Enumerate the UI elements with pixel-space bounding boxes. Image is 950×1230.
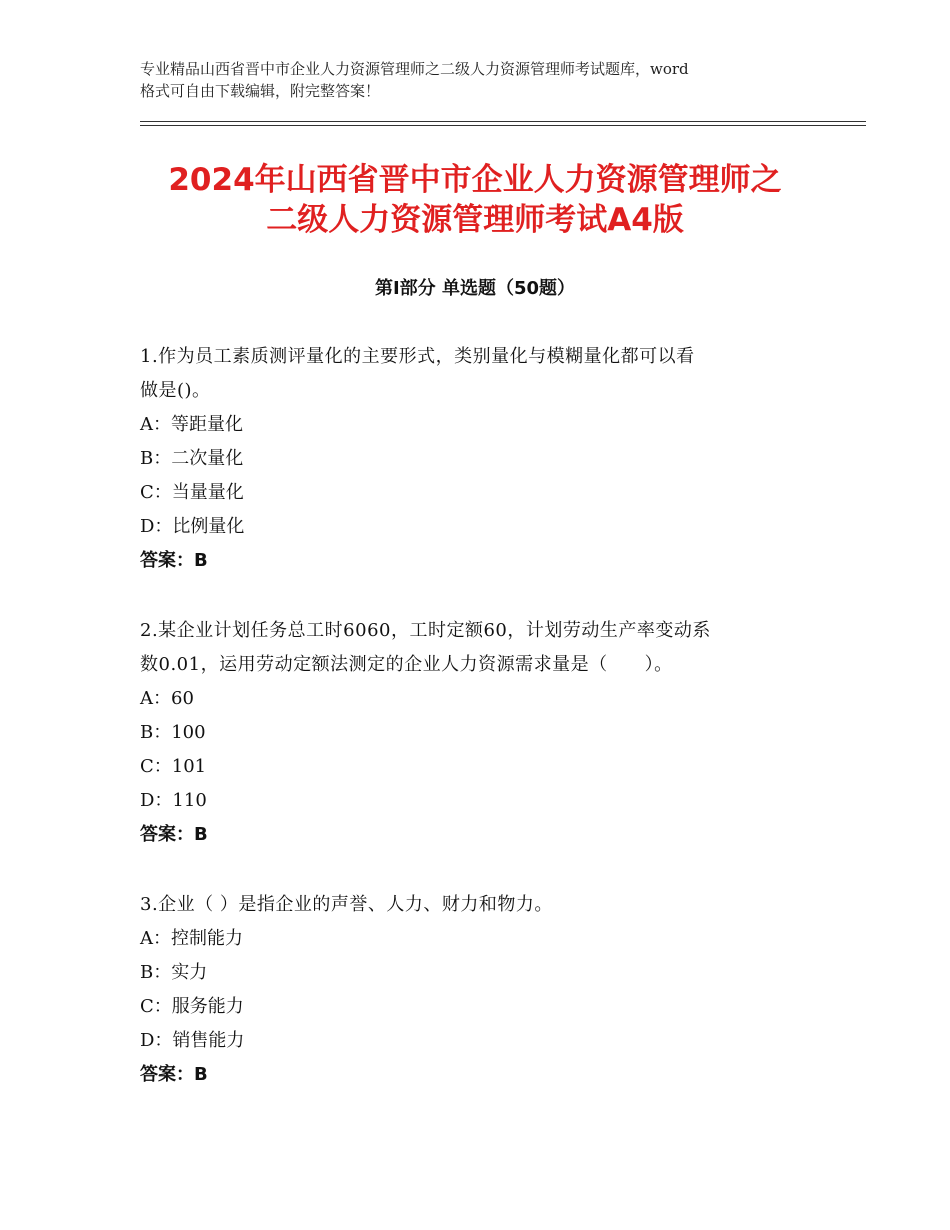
document-title: [60, 160, 890, 240]
question-stem: [140, 340, 840, 408]
option-b: B：二次量化: [140, 448, 244, 469]
option-a: A：60: [140, 688, 194, 709]
question-stem-line: 数0.01，运用劳动定额法测定的企业人力资源需求量是（ ）。: [140, 654, 673, 675]
option-a: A：控制能力: [140, 928, 243, 949]
header-note: [140, 58, 840, 102]
option-c: C：当量量化: [140, 482, 244, 503]
question-stem-line: 2.某企业计划任务总工时6060，工时定额60，计划劳动生产率变动系: [140, 620, 711, 641]
option-b: B：100: [140, 722, 206, 743]
section-title: 第Ⅰ部分 单选题（50题）: [374, 278, 575, 299]
question-stem: [140, 614, 840, 682]
option-d: D：比例量化: [140, 516, 245, 537]
answer: 答案：B: [140, 824, 208, 845]
header-note-line-1: 专业精品山西省晋中市企业人力资源管理师之二级人力资源管理师考试题库，word: [140, 60, 689, 78]
header-rule-top: [140, 121, 866, 122]
document-title-line-1: 2024年山西省晋中市企业人力资源管理师之: [168, 162, 782, 198]
question-stem: [140, 888, 840, 922]
question-stem-line: 3.企业（ ）是指企业的声誉、人力、财力和物力。: [140, 894, 553, 915]
answer: 答案：B: [140, 550, 208, 571]
header-note-line-2: 格式可自由下载编辑，附完整答案！: [140, 82, 381, 100]
header-rule-bottom: [140, 125, 866, 126]
question-3: [140, 888, 840, 1092]
option-a: A：等距量化: [140, 414, 243, 435]
option-c: C：服务能力: [140, 996, 244, 1017]
option-d: D：销售能力: [140, 1030, 245, 1051]
question-2: [140, 614, 840, 852]
question-stem-line: 做是()。: [140, 380, 211, 401]
option-c: C：101: [140, 756, 207, 777]
answer: 答案：B: [140, 1064, 208, 1085]
document-title-line-2: 二级人力资源管理师考试A4版: [266, 202, 684, 238]
option-d: D：110: [140, 790, 207, 811]
question-1: [140, 340, 840, 578]
option-b: B：实力: [140, 962, 208, 983]
question-stem-line: 1.作为员工素质测评量化的主要形式，类别量化与模糊量化都可以看: [140, 346, 695, 367]
